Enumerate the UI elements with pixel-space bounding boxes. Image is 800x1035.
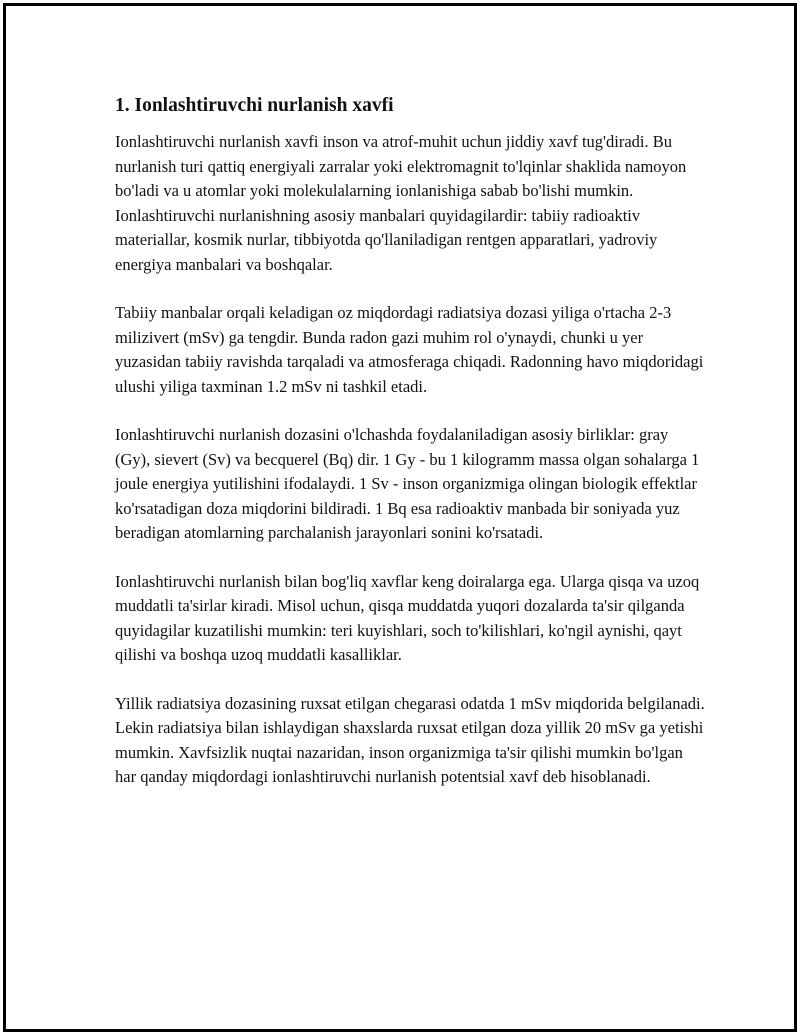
paragraph-risks: Ionlashtiruvchi nurlanish bilan bog'liq xavflar keng doiralarga ega. Ularga qisqa va uzoq muddatli ta'sirlar kiradi. Misol uchun, qisqa muddatda yuqori dozalarda ta'sir qilganda quyidagilar kuzatilishi mumkin: teri kuyishlari, soch to'kilishlari, ko'ngil aynishi, qayt qilishi va boshqa uzoq muddatli kasalliklar. [115, 571, 700, 664]
section-heading: 1. Ionlashtiruvchi nurlanish xavfi [115, 95, 394, 116]
paragraph-natural-sources: Tabiiy manbalar orqali keladigan oz miqdordagi radiatsiya dozasi yiliga o'rtacha 2-3 milizivert (mSv) ga tengdir. Bunda radon gazi muhim rol o'ynaydi, chunki u yer yuzasidan tabiiy ravishda tarqaladi va atmosferaga chiqadi. Radonning havo miqdoridagi ulushi yiliga taxminan 1.2 mSv ni tashkil etadi. [115, 303, 704, 396]
paragraph-units: Ionlashtiruvchi nurlanish dozasini o'lchashda foydalaniladigan asosiy birliklar: gray (Gy), sievert (Sv) va becquerel (Bq) dir. 1 Gy - bu 1 kilogramm massa olgan sohalarga 1 joule energiya yutilishini ifodalaydi. 1 Sv - inson organizmiga olingan biologik effektlar ko'rsatadigan doza miqdorini bildiradi. 1 Bq esa radioaktiv manbada bir soniyada yuz beradigan atomlarning parchalanish jarayonlari sonini ko'rsatadi. [115, 425, 700, 542]
paragraph-intro: Ionlashtiruvchi nurlanish xavfi inson va atrof-muhit uchun jiddiy xavf tug'diradi. Bu nurlanish turi qattiq energiyali zarralar yoki elektromagnit to'lqinlar shaklida namoyon bo'ladi va u atomlar yoki molekulalarning ionlanishiga sabab bo'lishi mumkin. Ionlashtiruvchi nurlanishning asosiy manbalari quyidagilardir: tabiiy radioaktiv materiallar, kosmik nurlar, tibbiyotda qo'llaniladigan rentgen apparatlari, yadroviy energiya manbalari va boshqalar. [115, 132, 687, 274]
paragraph-dose-limits: Yillik radiatsiya dozasining ruxsat etilgan chegarasi odatda 1 mSv miqdorida belgilanadi. Lekin radiatsiya bilan ishlaydigan shaxslarda ruxsat etilgan doza yillik 20 mSv ga yetishi mumkin. Xavfsizlik nuqtai nazaridan, inson organizmiga ta'sir qilishi mumkin bo'lgan har qanday miqdordagi ionlashtiruvchi nurlanish potentsial xavf deb hisoblanadi. [115, 693, 705, 786]
document-body [115, 93, 705, 814]
